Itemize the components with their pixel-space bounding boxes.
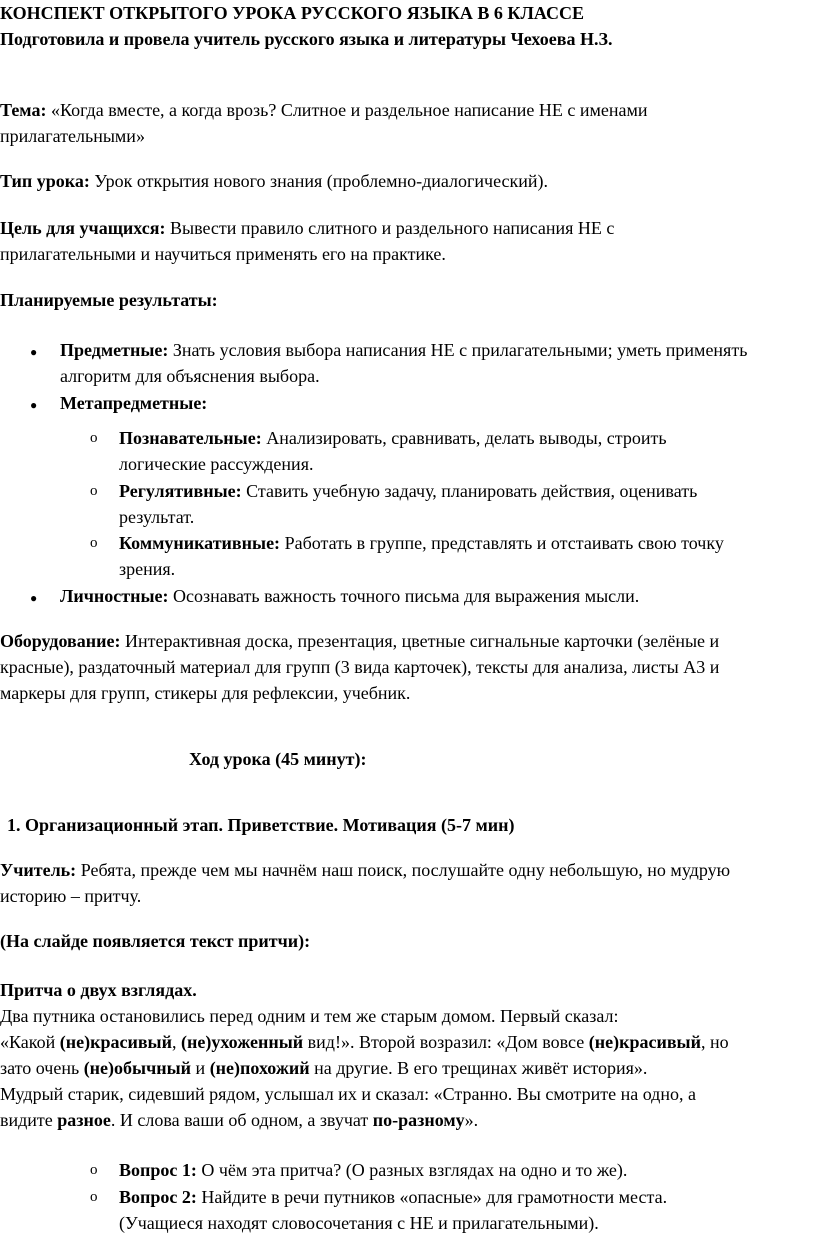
meta-heading: Метапредметные: xyxy=(60,393,208,413)
parable-line-2: «Какой (не)красивый, (не)ухоженный вид!». Второй возразил: «Дом вовсе (не)красивый, но xyxy=(0,1032,729,1052)
parable-line-5: видите разное. И слова ваши об одном, а звучат по-разному». xyxy=(0,1110,479,1130)
subject-line-1: Предметные: Знать условия выбора написания НЕ с прилагательными; уметь применять xyxy=(60,340,748,360)
parable-line-3: зато очень (не)обычный и (не)похожий на другие. В его трещинах живёт история». xyxy=(0,1058,648,1078)
goal-line-2: прилагательными и научиться применять его на практике. xyxy=(0,244,446,264)
parable-line-1: Два путника остановились перед одним и тем же старым домом. Первый сказал: xyxy=(0,1006,619,1026)
question-2-line-1: Вопрос 2: Найдите в речи путников «опасные» для грамотности места. xyxy=(119,1187,668,1207)
goal-line-1: Цель для учащихся: Вывести правило слитного и раздельного написания НЕ с xyxy=(0,218,615,238)
doc-title: КОНСПЕКТ ОТКРЫТОГО УРОКА РУССКОГО ЯЗЫКА В 6 КЛАССЕ xyxy=(0,3,584,23)
question-2-line-2: (Учащиеся находят словосочетания с НЕ и прилагательными). xyxy=(119,1213,599,1233)
circle-bullet-icon: o xyxy=(90,430,98,446)
parable-title: Притча о двух взглядах. xyxy=(0,980,197,1000)
personal-line: Личностные: Осознавать важность точного письма для выражения мысли. xyxy=(60,586,640,606)
topic-label: Тема: xyxy=(0,100,47,120)
equipment-line-2: красные), раздаточный материал для групп (3 вида карточек), тексты для анализа, листы А3 и xyxy=(0,657,720,677)
communicative-line-2: зрения. xyxy=(119,559,176,579)
equipment-line-3: маркеры для групп, стикеры для рефлексии, учебник. xyxy=(0,683,411,703)
circle-bullet-icon: o xyxy=(90,1162,98,1178)
subject-line-2: алгоритм для объяснения выбора. xyxy=(60,366,320,386)
lesson-type: Тип урока: Урок открытия нового знания (проблемно-диалогический). xyxy=(0,171,549,191)
doc-author: Подготовила и провела учитель русского языка и литературы Чехоева Н.З. xyxy=(0,29,613,49)
regulatory-line-1: Регулятивные: Ставить учебную задачу, планировать действия, оценивать xyxy=(119,481,698,501)
course-heading: Ход урока (45 минут): xyxy=(189,749,367,769)
circle-bullet-icon: o xyxy=(90,535,98,551)
slide-note: (На слайде появляется текст притчи): xyxy=(0,931,311,951)
parable-line-4: Мудрый старик, сидевший рядом, услышал их и сказал: «Странно. Вы смотрите на одно, а xyxy=(0,1084,696,1104)
stage1-heading: 1. Организационный этап. Приветствие. Мотивация (5-7 мин) xyxy=(7,815,515,835)
bullet-icon: ● xyxy=(30,591,38,605)
circle-bullet-icon: o xyxy=(90,483,98,499)
results-heading: Планируемые результаты: xyxy=(0,290,218,310)
topic-line-2: прилагательными» xyxy=(0,126,145,146)
question-1: Вопрос 1: О чём эта притча? (О разных взглядах на одно и то же). xyxy=(119,1160,628,1180)
cognitive-line-2: логические рассуждения. xyxy=(119,454,314,474)
bullet-icon: ● xyxy=(30,398,38,412)
equipment-line-1: Оборудование: Интерактивная доска, презентация, цветные сигнальные карточки (зелёные и xyxy=(0,631,720,651)
regulatory-line-2: результат. xyxy=(119,507,195,527)
teacher-line-2: историю – притчу. xyxy=(0,886,142,906)
circle-bullet-icon: o xyxy=(90,1189,98,1205)
topic-line-1: Тема: «Когда вместе, а когда врозь? Слитное и раздельное написание НЕ с именами xyxy=(0,100,648,120)
bullet-icon: ● xyxy=(30,345,38,359)
cognitive-line-1: Познавательные: Анализировать, сравнивать, делать выводы, строить xyxy=(119,428,667,448)
communicative-line-1: Коммуникативные: Работать в группе, представлять и отстаивать свою точку xyxy=(119,533,724,553)
teacher-line-1: Учитель: Ребята, прежде чем мы начнём наш поиск, послушайте одну небольшую, но мудрую xyxy=(0,860,731,880)
